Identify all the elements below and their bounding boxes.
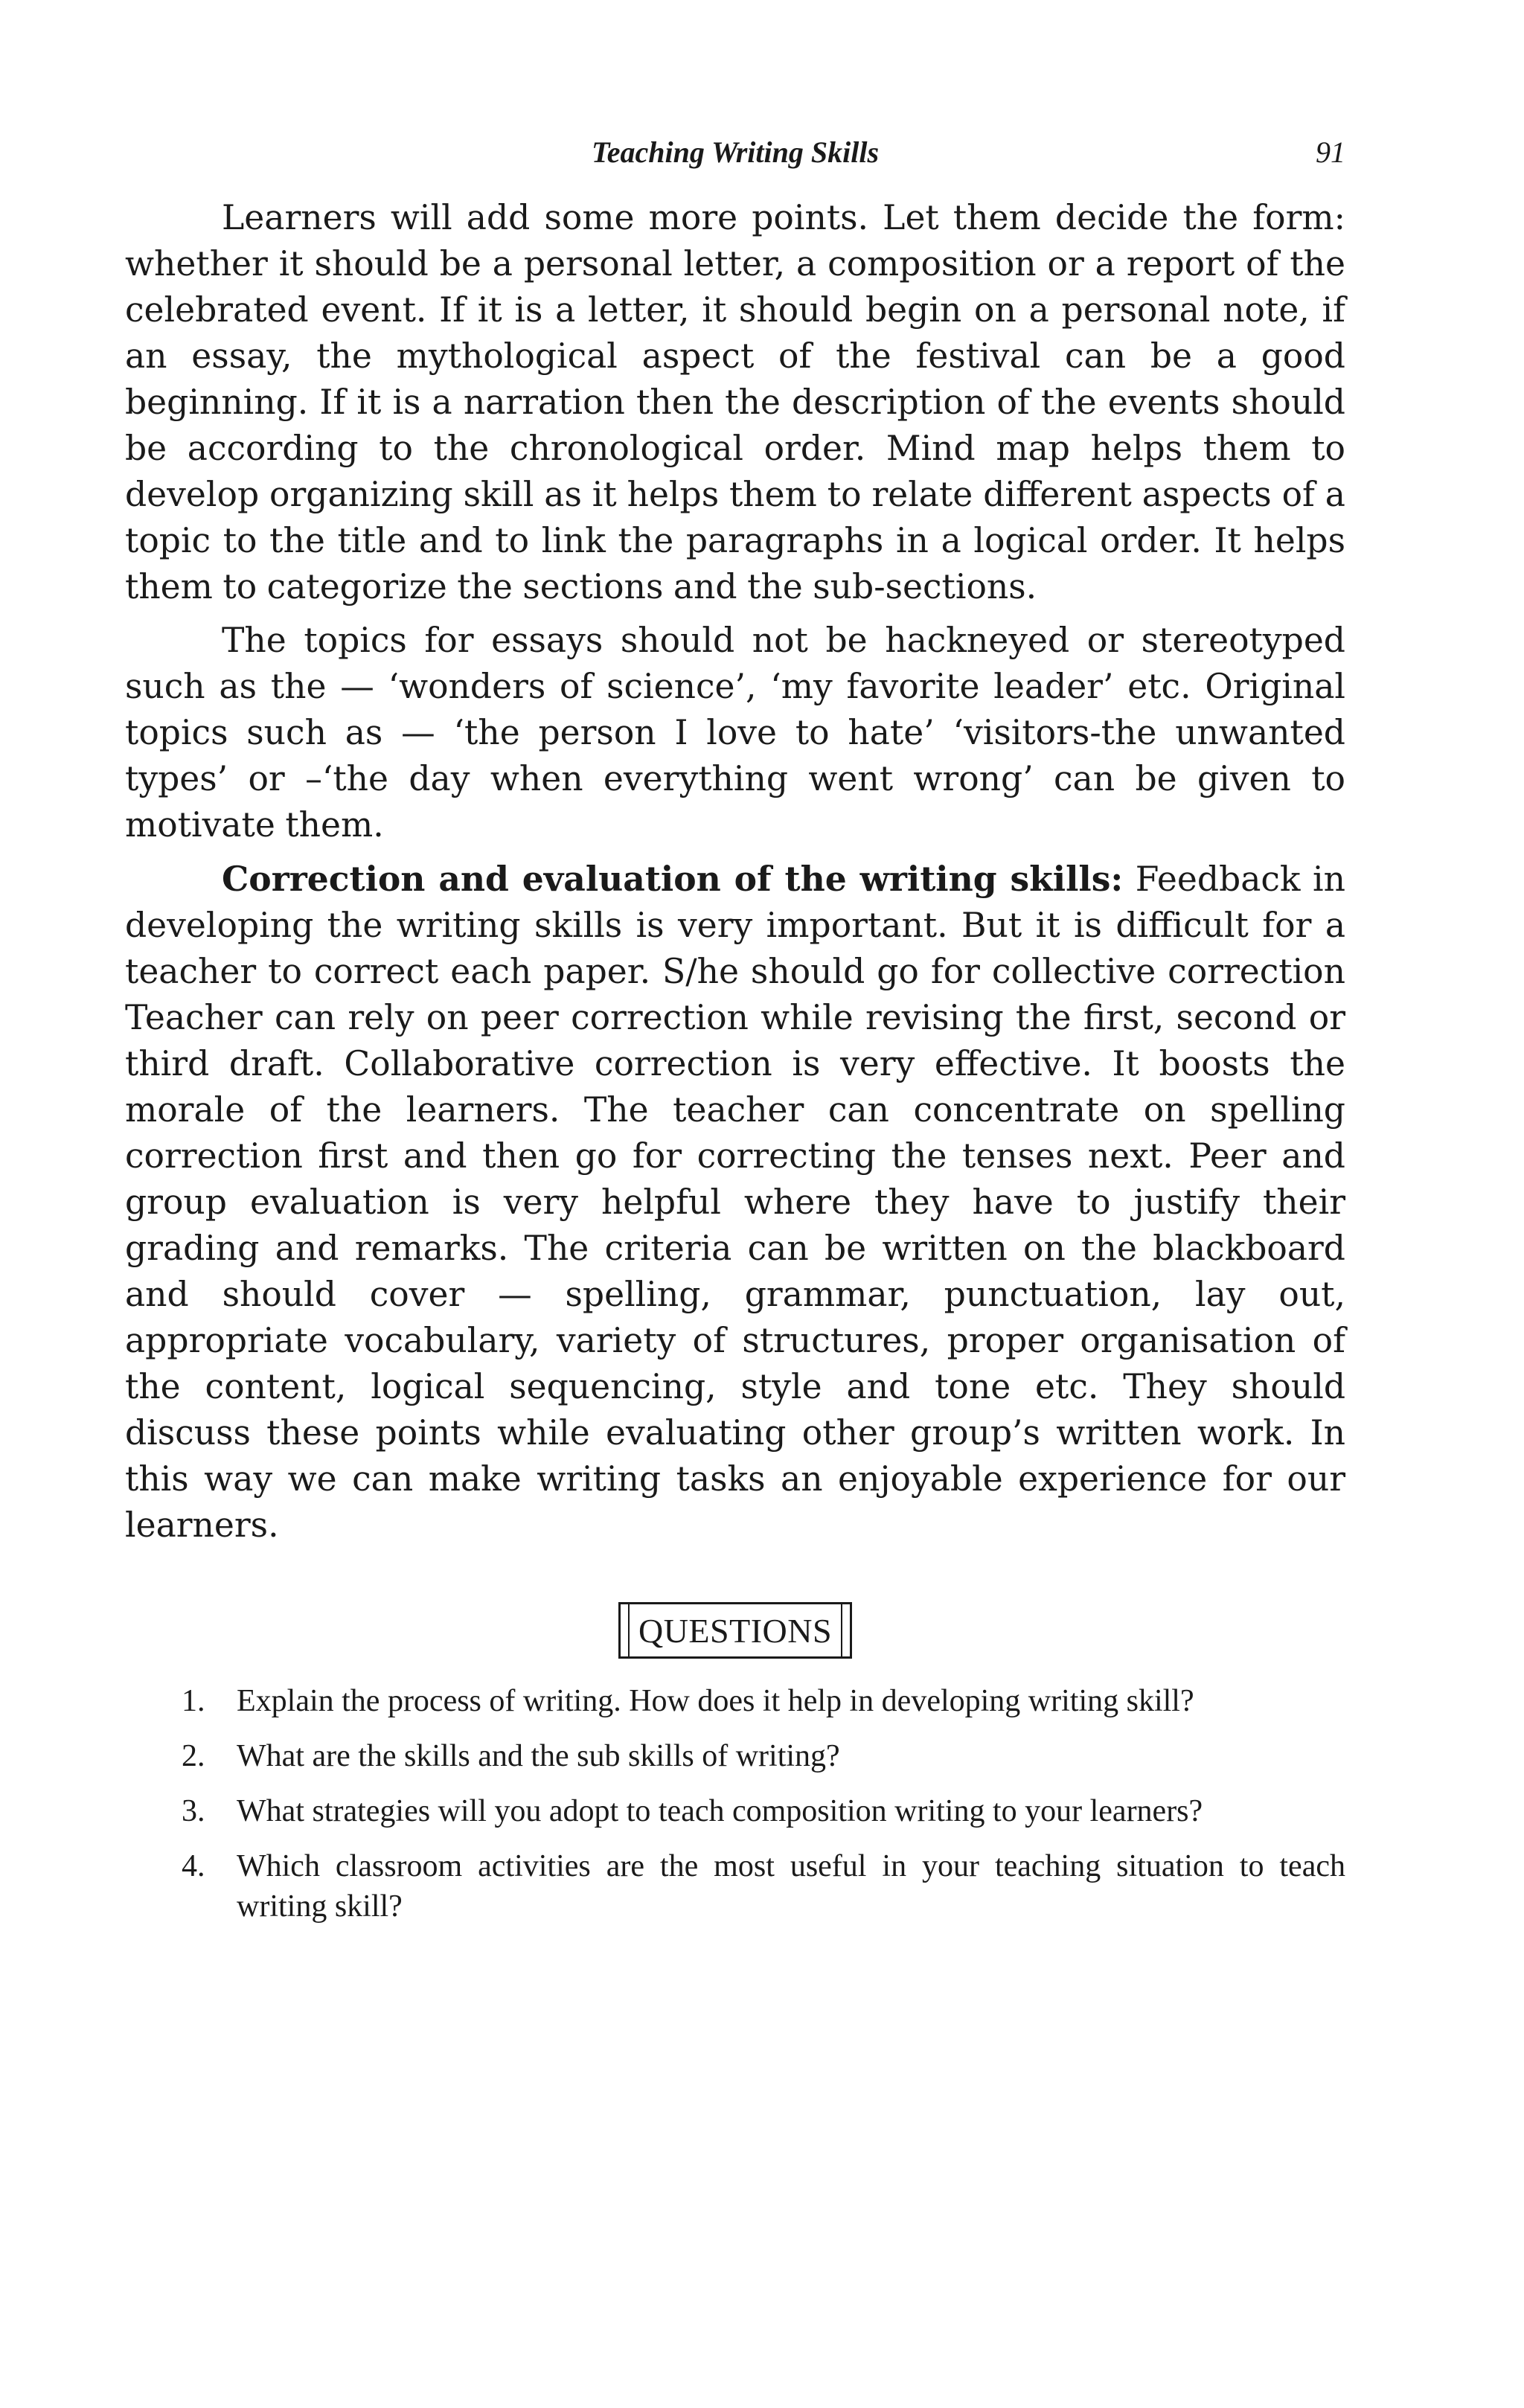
question-number: 4. [182, 1849, 205, 1883]
running-header [125, 134, 1345, 179]
question-item [125, 1846, 1345, 1927]
body-paragraph-2: The topics for essays should not be hackneyed or stereotyped such as the — ‘wonders of science’, ‘my favorite leader’ etc. Original topics such as — ‘the person I love to hate’ ‘visitors-the unwanted types’ or –‘the day when everything went wrong’ can be given to motivate them. [125, 621, 1345, 845]
questions-heading-box: QUESTIONS [618, 1602, 852, 1659]
correction-text: Feedback in developing the writing skills is very important. But it is difficult for a teacher to correct each paper. S/he should go for collective correction Teacher can rely on peer correction while revising the first, second or third draft. Collaborative correction is very effective. It boosts the morale of the learners. The teacher can concentrate on spelling correction first and then go for correcting the tenses next. Peer and group evaluation is very helpful where they have to justify their grading and remarks. The criteria can be written on the blackboard and should cover — spelling, grammar, punctuation, lay out, appropriate vocabulary, variety of structures, proper organisation of the content, logical sequencing, style and tone etc. They should discuss these points while evaluating other group’s written work. In this way we can make writing tasks an enjoyable experience for our learners. [125, 859, 1345, 1545]
question-item [125, 1736, 1345, 1776]
questions-heading-wrap [125, 1602, 1345, 1659]
question-number: 2. [182, 1739, 205, 1773]
question-number: 1. [182, 1684, 205, 1718]
page-number: 91 [1316, 135, 1345, 169]
questions-list [125, 1681, 1345, 1927]
question-item [125, 1791, 1345, 1831]
running-title: Teaching Writing Skills [591, 135, 880, 169]
question-text: What are the skills and the sub skills of writing? [237, 1739, 840, 1773]
question-text: Explain the process of writing. How does it help in developing writing skill? [237, 1684, 1194, 1718]
correction-paragraph [125, 856, 1345, 1549]
book-page [125, 134, 1345, 1941]
body-paragraph-1: Learners will add some more points. Let them decide the form: whether it should be a personal letter, a composition or a report of the celebrated event. If it is a letter, it should begin on a personal note, if an essay, the mythological aspect of the festival can be a good beginning. If it is a narration then the description of the events should be according to the chronological order. Mind map helps them to develop organizing skill as it helps them to relate different aspects of a topic to the title and to link the paragraphs in a logical order. It helps them to categorize the sections and the sub-sections. [125, 198, 1345, 606]
section-heading: Correction and evaluation of the writing skills: [222, 859, 1124, 899]
question-item [125, 1681, 1345, 1721]
question-text: Which classroom activities are the most useful in your teaching situation to teach writing skill? [237, 1849, 1345, 1924]
question-text: What strategies will you adopt to teach composition writing to your learners? [237, 1794, 1203, 1828]
question-number: 3. [182, 1794, 205, 1828]
